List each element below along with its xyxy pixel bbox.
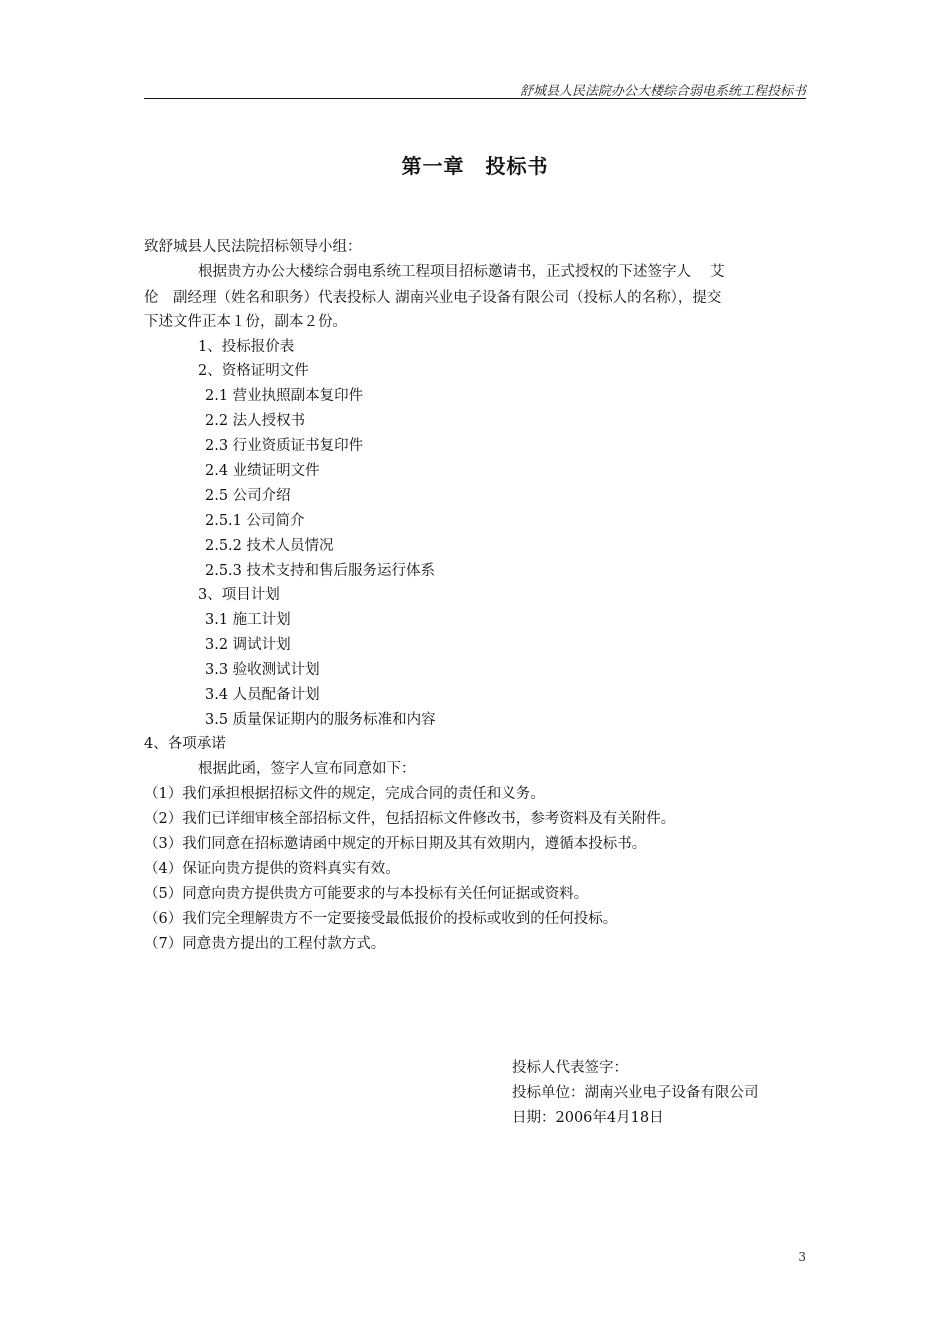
salutation: 致舒城县人民法院招标领导小组： xyxy=(144,239,362,255)
document-item: 3.3 验收测试计划 xyxy=(205,662,320,678)
header-divider xyxy=(144,98,806,99)
document-item: 3.2 调试计划 xyxy=(205,637,291,653)
commitments-intro: 根据此函，签字人宣布同意如下： xyxy=(198,761,416,777)
commitment-item: （3）我们同意在招标邀请函中规定的开标日期及其有效期内，遵循本投标书。 xyxy=(144,836,647,852)
document-item: 2.2 法人授权书 xyxy=(205,413,306,429)
intro-line: 根据贵方办公大楼综合弱电系统工程项目招标邀请书，正式授权的下述签字人 艾 xyxy=(198,264,725,280)
document-item: 2、资格证明文件 xyxy=(198,363,309,379)
signature-date: 日期：2006年4月18日 xyxy=(512,1110,664,1126)
signature-representative: 投标人代表签字： xyxy=(512,1060,628,1076)
chapter-title: 第一章 投标书 xyxy=(401,154,549,178)
signature-company: 投标单位：湖南兴业电子设备有限公司 xyxy=(512,1085,759,1101)
document-item: 2.3 行业资质证书复印件 xyxy=(205,438,364,454)
intro-line: 伦 副经理（姓名和职务）代表投标人 湖南兴业电子设备有限公司（投标人的名称），提交 xyxy=(144,290,722,306)
commitment-item: （5）同意向贵方提供贵方可能要求的与本投标有关任何证据或资料。 xyxy=(144,886,589,902)
commitments-heading: 4、各项承诺 xyxy=(144,736,226,752)
document-item: 2.4 业绩证明文件 xyxy=(205,463,320,479)
document-item: 2.5.2 技术人员情况 xyxy=(205,538,334,554)
commitment-item: （4）保证向贵方提供的资料真实有效。 xyxy=(144,861,400,877)
document-item: 3、项目计划 xyxy=(198,587,280,603)
document-item: 3.4 人员配备计划 xyxy=(205,687,320,703)
document-item: 2.5 公司介绍 xyxy=(205,488,291,504)
page-number: 3 xyxy=(798,1250,806,1264)
commitment-item: （2）我们已详细审核全部招标文件，包括招标文件修改书，参考资料及有关附件。 xyxy=(144,811,676,827)
document-item: 3.1 施工计划 xyxy=(205,612,291,628)
intro-line: 下述文件正本１份，副本２份。 xyxy=(144,314,347,330)
commitment-item: （6）我们完全理解贵方不一定要接受最低报价的投标或收到的任何投标。 xyxy=(144,911,618,927)
document-item: 2.5.1 公司简介 xyxy=(205,513,305,529)
running-header: 舒城县人民法院办公大楼综合弱电系统工程投标书 xyxy=(519,84,806,99)
document-item: 1、投标报价表 xyxy=(198,339,295,355)
document-item: 2.1 营业执照副本复印件 xyxy=(205,388,364,404)
commitment-item: （7）同意贵方提出的工程付款方式。 xyxy=(144,936,386,952)
document-item: 2.5.3 技术支持和售后服务运行体系 xyxy=(205,563,436,579)
commitment-item: （1）我们承担根据招标文件的规定，完成合同的责任和义务。 xyxy=(144,786,545,802)
document-item: 3.5 质量保证期内的服务标准和内容 xyxy=(205,712,436,728)
